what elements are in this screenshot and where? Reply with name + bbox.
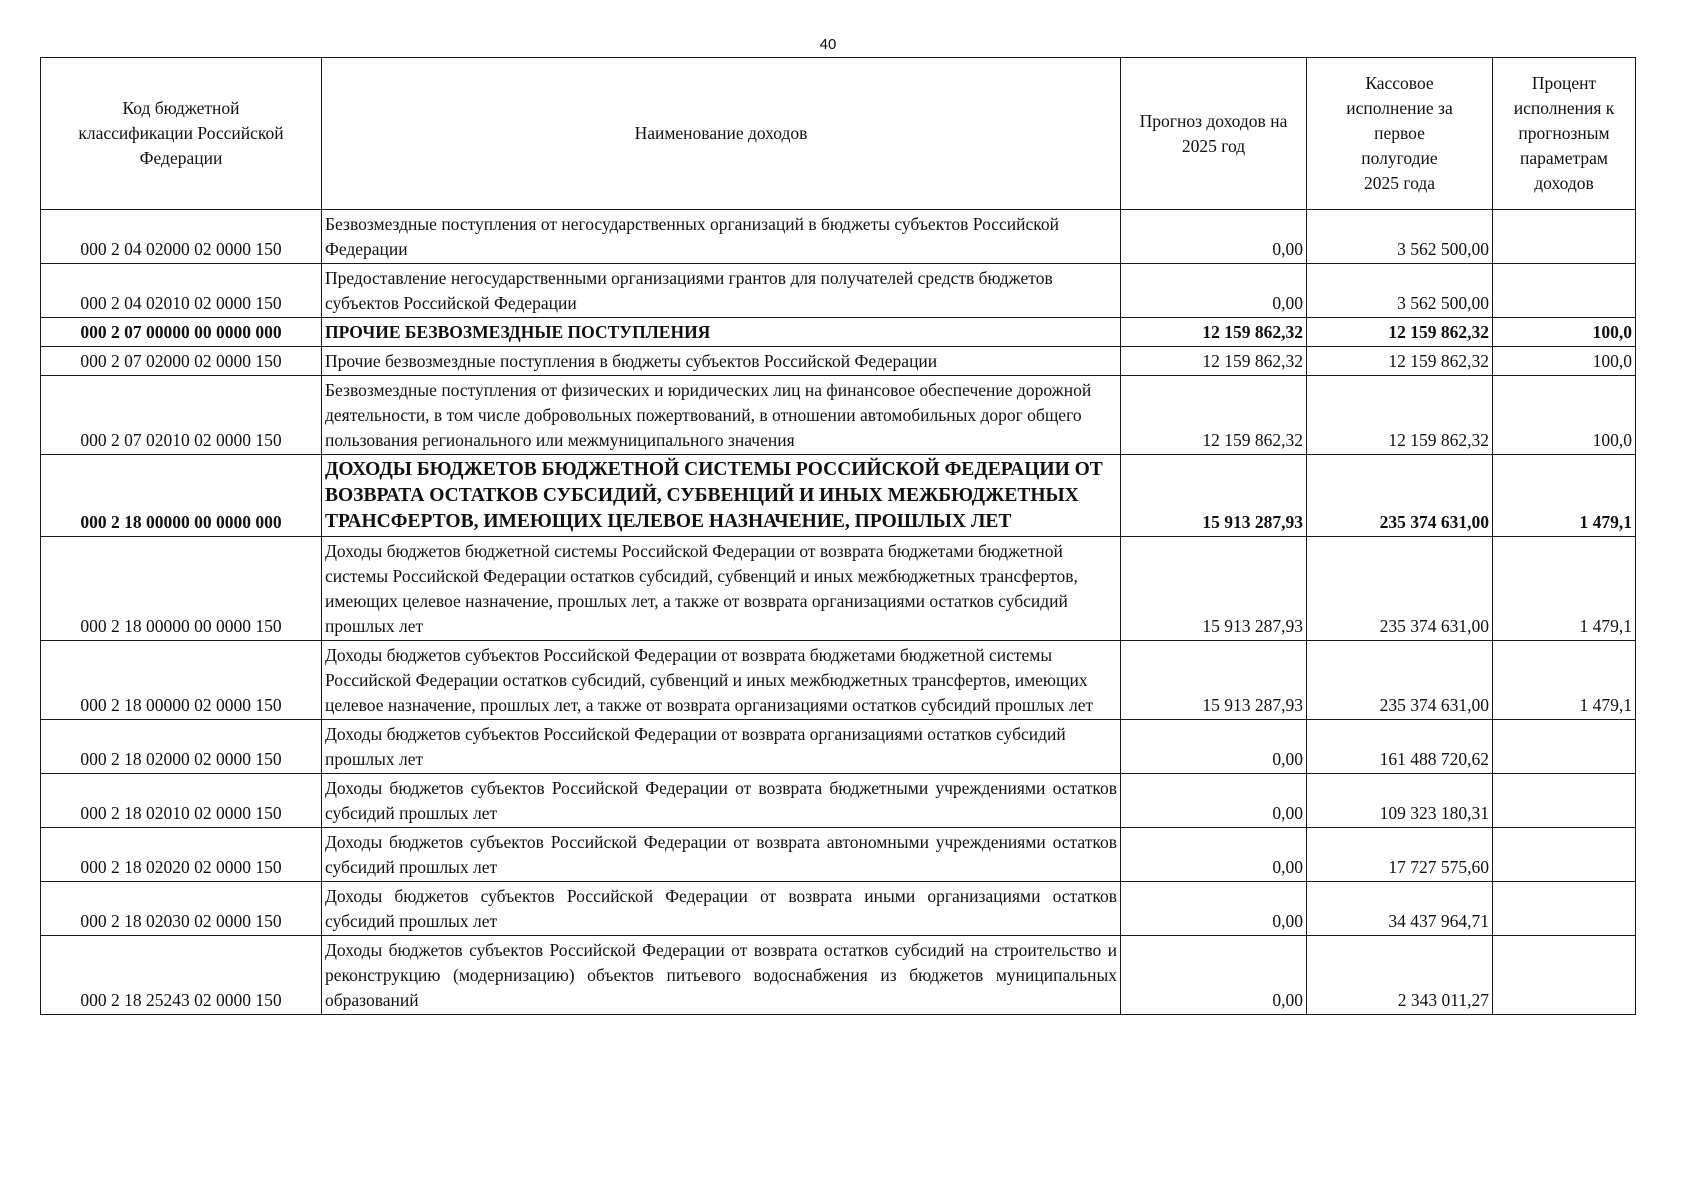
row-forecast: 12 159 862,32 xyxy=(1121,318,1307,347)
row-name: Доходы бюджетов субъектов Российской Федерации от возврата организациями остатков субсидий прошлых лет xyxy=(322,720,1121,774)
header-forecast: Прогноз доходов на 2025 год xyxy=(1121,58,1307,210)
row-code: 000 2 18 02020 02 0000 150 xyxy=(41,828,322,882)
row-forecast: 15 913 287,93 xyxy=(1121,455,1307,537)
table-row xyxy=(41,376,1636,455)
row-forecast: 12 159 862,32 xyxy=(1121,376,1307,455)
row-forecast: 15 913 287,93 xyxy=(1121,537,1307,641)
row-cash: 12 159 862,32 xyxy=(1307,376,1493,455)
row-forecast: 15 913 287,93 xyxy=(1121,641,1307,720)
table-row xyxy=(41,210,1636,264)
table-row xyxy=(41,264,1636,318)
row-name: Доходы бюджетов субъектов Российской Федерации от возврата бюджетными учреждениями остатков субсидий прошлых лет xyxy=(322,774,1121,828)
table-row-section xyxy=(41,455,1636,537)
row-percent xyxy=(1493,882,1636,936)
row-name: Прочие безвозмездные поступления в бюджеты субъектов Российской Федерации xyxy=(322,347,1121,376)
header-name: Наименование доходов xyxy=(322,58,1121,210)
table-row xyxy=(41,641,1636,720)
table-row xyxy=(41,936,1636,1015)
row-code: 000 2 18 02000 02 0000 150 xyxy=(41,720,322,774)
row-name: Доходы бюджетов субъектов Российской Федерации от возврата остатков субсидий на строительство и реконструкцию (модернизацию) объектов питьевого водоснабжения из бюджетов муниципальных образований xyxy=(322,936,1121,1015)
row-forecast: 0,00 xyxy=(1121,210,1307,264)
row-name: Доходы бюджетов субъектов Российской Федерации от возврата иными организациями остатков субсидий прошлых лет xyxy=(322,882,1121,936)
row-code: 000 2 07 02000 02 0000 150 xyxy=(41,347,322,376)
row-code: 000 2 18 00000 02 0000 150 xyxy=(41,641,322,720)
row-name: Доходы бюджетов субъектов Российской Федерации от возврата бюджетами бюджетной системы Российской Федерации остатков субсидий, субвенций и иных межбюджетных трансфертов, имеющих целевое назначение, прошлых лет, а также от возврата организациями остатков субсидий прошлых лет xyxy=(322,641,1121,720)
row-cash: 2 343 011,27 xyxy=(1307,936,1493,1015)
row-percent: 1 479,1 xyxy=(1493,641,1636,720)
row-forecast: 0,00 xyxy=(1121,774,1307,828)
row-name: ДОХОДЫ БЮДЖЕТОВ БЮДЖЕТНОЙ СИСТЕМЫ РОССИЙСКОЙ ФЕДЕРАЦИИ ОТ ВОЗВРАТА ОСТАТКОВ СУБСИДИЙ, СУБВЕНЦИЙ И ИНЫХ МЕЖБЮДЖЕТНЫХ ТРАНСФЕРТОВ, ИМЕЮЩИХ ЦЕЛЕВОЕ НАЗНАЧЕНИЕ, ПРОШЛЫХ ЛЕТ xyxy=(322,455,1121,537)
header-cash: Кассовое исполнение за первое полугодие 2025 года xyxy=(1307,58,1493,210)
header-code: Код бюджетной классификации Российской Федерации xyxy=(41,58,322,210)
row-name: ПРОЧИЕ БЕЗВОЗМЕЗДНЫЕ ПОСТУПЛЕНИЯ xyxy=(322,318,1121,347)
row-code: 000 2 18 00000 00 0000 000 xyxy=(41,455,322,537)
row-forecast: 12 159 862,32 xyxy=(1121,347,1307,376)
row-code: 000 2 07 02010 02 0000 150 xyxy=(41,376,322,455)
row-percent xyxy=(1493,936,1636,1015)
row-cash: 235 374 631,00 xyxy=(1307,641,1493,720)
row-cash: 17 727 575,60 xyxy=(1307,828,1493,882)
table-header-row xyxy=(41,58,1636,210)
row-percent: 100,0 xyxy=(1493,347,1636,376)
row-percent: 1 479,1 xyxy=(1493,455,1636,537)
row-name: Безвозмездные поступления от физических и юридических лиц на финансовое обеспечение дорожной деятельности, в том числе добровольных пожертвований, в отношении автомобильных дорог общего пользования регионального или межмуниципального значения xyxy=(322,376,1121,455)
row-forecast: 0,00 xyxy=(1121,828,1307,882)
row-code: 000 2 04 02010 02 0000 150 xyxy=(41,264,322,318)
row-cash: 235 374 631,00 xyxy=(1307,455,1493,537)
row-cash: 161 488 720,62 xyxy=(1307,720,1493,774)
row-code: 000 2 18 25243 02 0000 150 xyxy=(41,936,322,1015)
table-row xyxy=(41,774,1636,828)
row-forecast: 0,00 xyxy=(1121,264,1307,318)
row-name: Доходы бюджетов субъектов Российской Федерации от возврата автономными учреждениями остатков субсидий прошлых лет xyxy=(322,828,1121,882)
row-percent xyxy=(1493,210,1636,264)
row-percent xyxy=(1493,774,1636,828)
row-forecast: 0,00 xyxy=(1121,720,1307,774)
row-cash: 235 374 631,00 xyxy=(1307,537,1493,641)
table-row xyxy=(41,537,1636,641)
row-percent xyxy=(1493,720,1636,774)
row-cash: 34 437 964,71 xyxy=(1307,882,1493,936)
row-cash: 12 159 862,32 xyxy=(1307,318,1493,347)
table-row xyxy=(41,347,1636,376)
row-percent xyxy=(1493,828,1636,882)
page-number: 40 xyxy=(819,36,837,53)
row-code: 000 2 07 00000 00 0000 000 xyxy=(41,318,322,347)
row-code: 000 2 04 02000 02 0000 150 xyxy=(41,210,322,264)
row-percent: 100,0 xyxy=(1493,318,1636,347)
table-row xyxy=(41,882,1636,936)
row-code: 000 2 18 02010 02 0000 150 xyxy=(41,774,322,828)
row-percent: 1 479,1 xyxy=(1493,537,1636,641)
row-percent xyxy=(1493,264,1636,318)
row-cash: 12 159 862,32 xyxy=(1307,347,1493,376)
row-cash: 3 562 500,00 xyxy=(1307,210,1493,264)
row-code: 000 2 18 00000 00 0000 150 xyxy=(41,537,322,641)
row-percent: 100,0 xyxy=(1493,376,1636,455)
header-percent: Процент исполнения к прогнозным параметрам доходов xyxy=(1493,58,1636,210)
row-name: Безвозмездные поступления от негосударственных организаций в бюджеты субъектов Российской Федерации xyxy=(322,210,1121,264)
row-name: Доходы бюджетов бюджетной системы Российской Федерации от возврата бюджетами бюджетной системы Российской Федерации остатков субсидий, субвенций и иных межбюджетных трансфертов, имеющих целевое назначение, прошлых лет, а также от возврата организациями остатков субсидий прошлых лет xyxy=(322,537,1121,641)
row-code: 000 2 18 02030 02 0000 150 xyxy=(41,882,322,936)
revenue-table xyxy=(40,57,1636,1015)
row-forecast: 0,00 xyxy=(1121,882,1307,936)
table-row xyxy=(41,720,1636,774)
table-row xyxy=(41,828,1636,882)
table-row-section xyxy=(41,318,1636,347)
row-name: Предоставление негосударственными организациями грантов для получателей средств бюджетов субъектов Российской Федерации xyxy=(322,264,1121,318)
row-cash: 109 323 180,31 xyxy=(1307,774,1493,828)
row-cash: 3 562 500,00 xyxy=(1307,264,1493,318)
row-forecast: 0,00 xyxy=(1121,936,1307,1015)
